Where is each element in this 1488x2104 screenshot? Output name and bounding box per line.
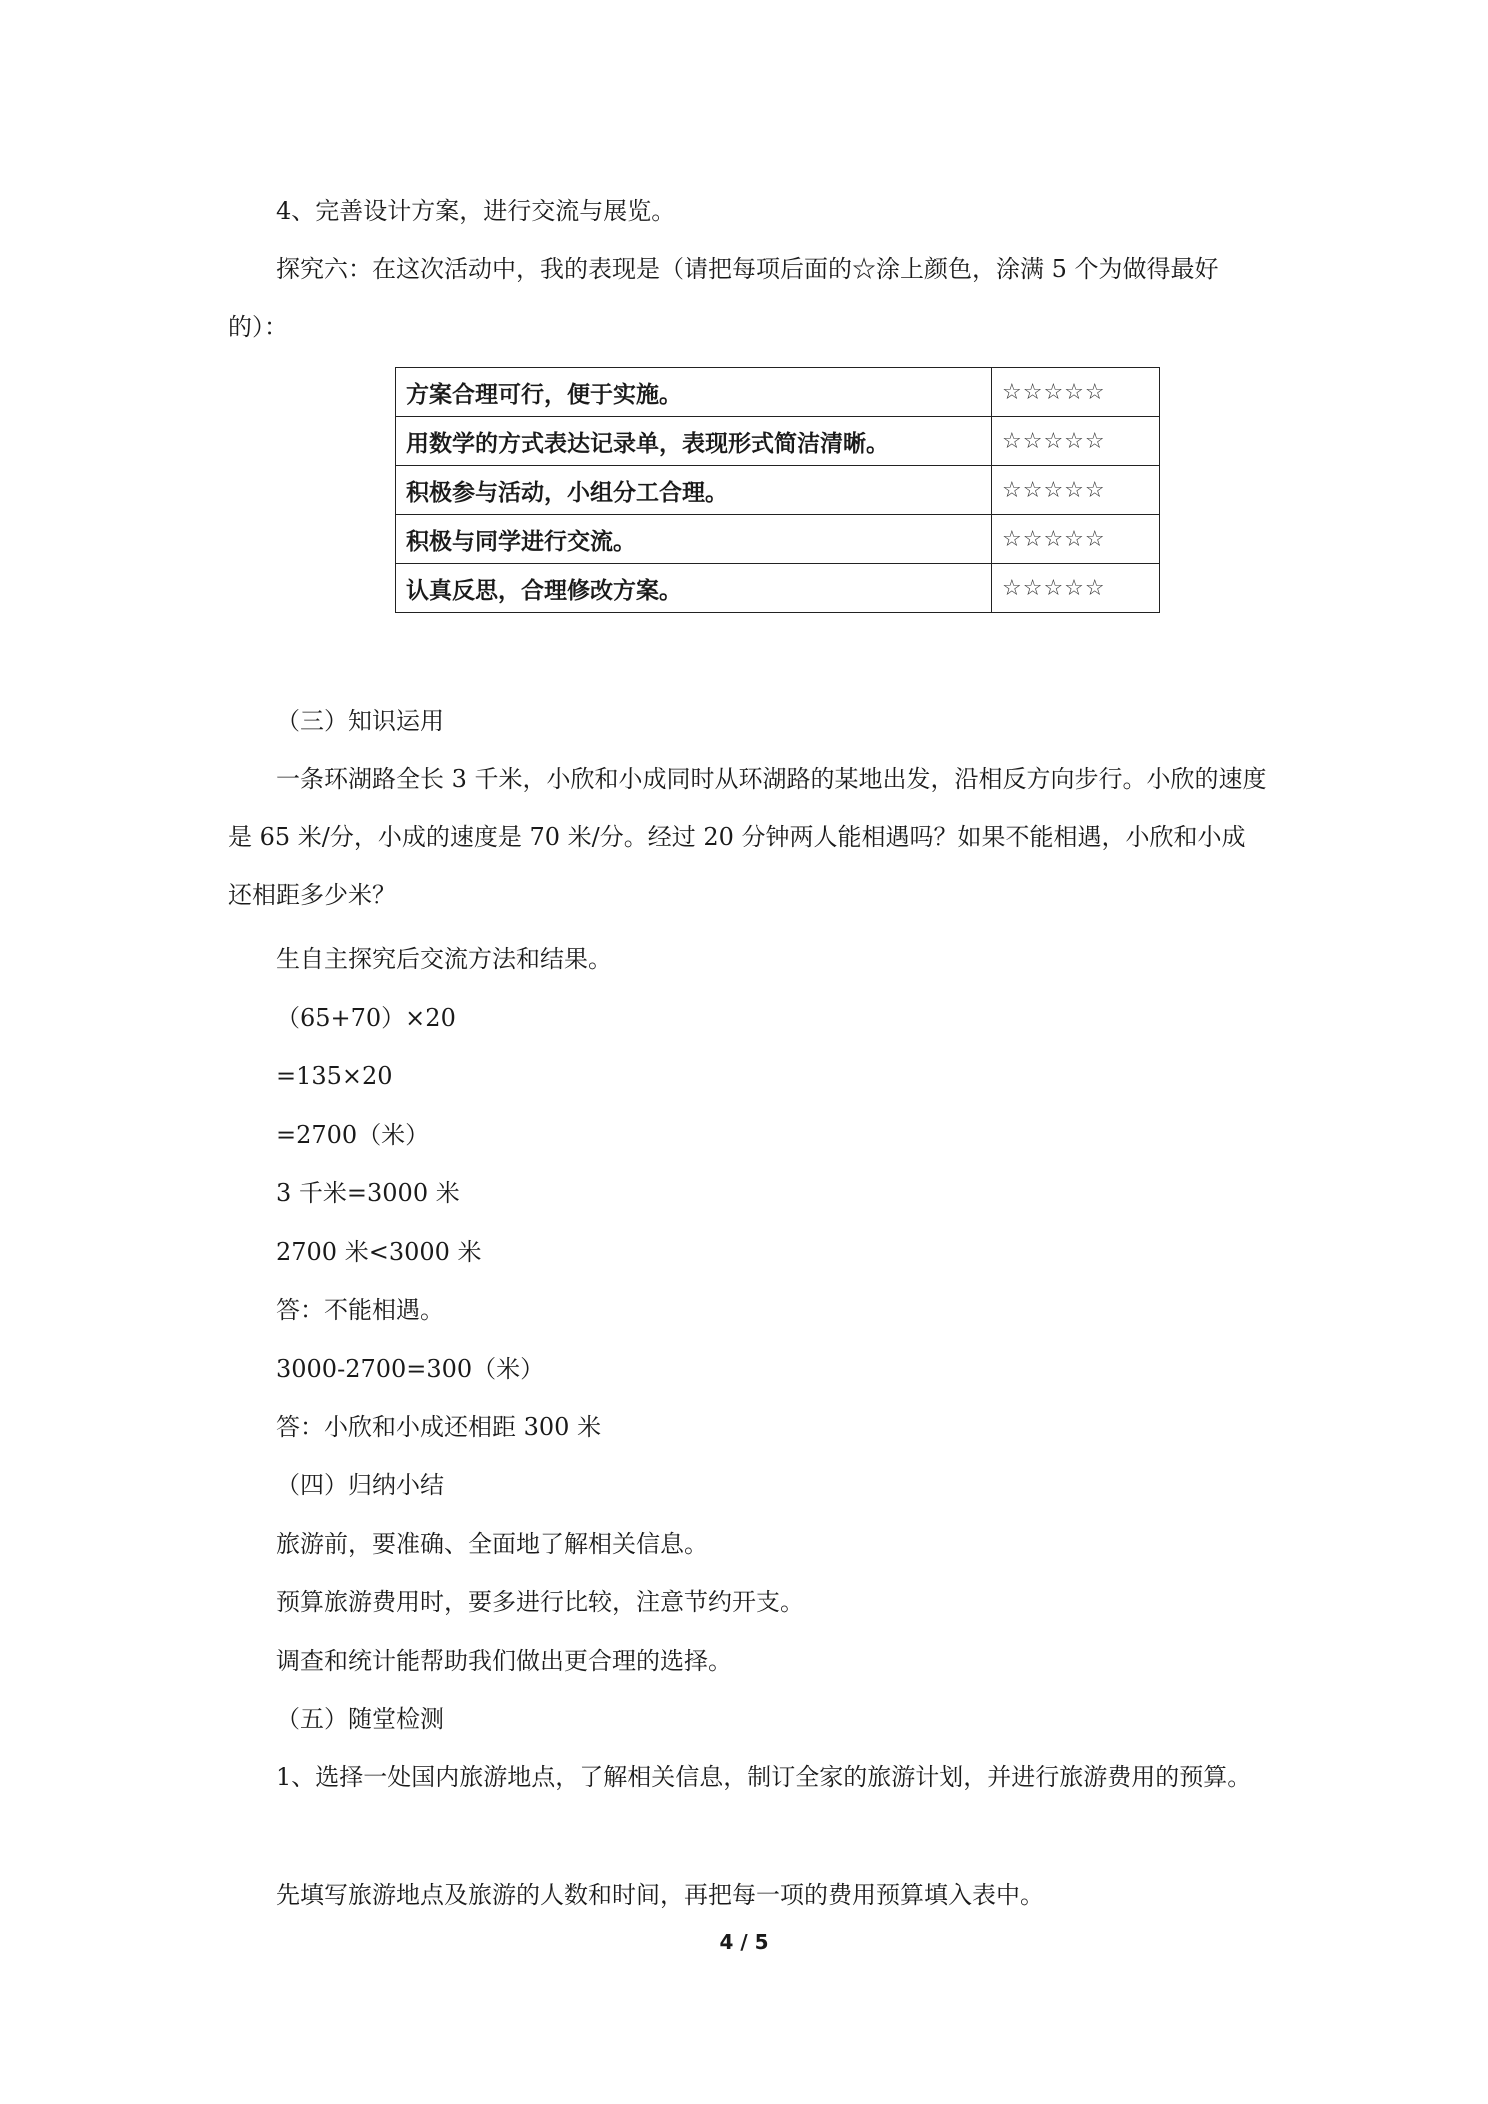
calc-line-1: （65+70）×20 xyxy=(276,1004,456,1032)
criterion-cell: 积极与同学进行交流。 xyxy=(396,515,992,564)
table-row xyxy=(396,466,1160,515)
star-rating-cell[interactable]: ☆☆☆☆☆ xyxy=(992,368,1160,417)
explore-six-paragraph: 探究六：在这次活动中，我的表现是（请把每项后面的☆涂上颜色，涂满 5 个为做得最好的）： xyxy=(228,255,1219,341)
table-row xyxy=(396,368,1160,417)
section-check-heading: （五）随堂检测 xyxy=(276,1705,444,1733)
summary-line-3: 调查和统计能帮助我们做出更合理的选择。 xyxy=(276,1647,732,1675)
summary-line-2: 预算旅游费用时，要多进行比较，注意节约开支。 xyxy=(276,1588,804,1616)
line-complete-design: 4、完善设计方案，进行交流与展览。 xyxy=(276,197,676,225)
star-rating-cell[interactable]: ☆☆☆☆☆ xyxy=(992,564,1160,613)
calc-line-6: 3000-2700=300（米） xyxy=(276,1355,545,1383)
criterion-cell: 方案合理可行，便于实施。 xyxy=(396,368,992,417)
star-rating-cell[interactable]: ☆☆☆☆☆ xyxy=(992,515,1160,564)
summary-line-1: 旅游前，要准确、全面地了解相关信息。 xyxy=(276,1530,708,1558)
word-problem-paragraph: 一条环湖路全长 3 千米，小欣和小成同时从环湖路的某地出发，沿相反方向步行。小欣的速度是 65 米/分，小成的速度是 70 米/分。经过 20 分钟两人能相遇吗？如果不能相遇，小欣和小成还相距多少米？ xyxy=(228,765,1267,909)
criterion-cell: 积极参与活动，小组分工合理。 xyxy=(396,466,992,515)
section-knowledge-heading: （三）知识运用 xyxy=(276,707,444,735)
table-row xyxy=(396,515,1160,564)
calc-line-4: 3 千米=3000 米 xyxy=(276,1179,460,1207)
answer-line-2: 答：小欣和小成还相距 300 米 xyxy=(276,1413,602,1441)
criterion-cell: 用数学的方式表达记录单，表现形式简洁清晰。 xyxy=(396,417,992,466)
self-evaluation-table xyxy=(395,367,1160,613)
check-instruction-line: 先填写旅游地点及旅游的人数和时间，再把每一项的费用预算填入表中。 xyxy=(276,1881,1044,1909)
page-number: 4 / 5 xyxy=(719,1930,769,1954)
calc-line-3: =2700（米） xyxy=(276,1121,430,1149)
check-task-paragraph: 1、选择一处国内旅游地点，了解相关信息，制订全家的旅游计划，并进行旅游费用的预算。 xyxy=(276,1763,1252,1791)
line-student-explore: 生自主探究后交流方法和结果。 xyxy=(276,945,612,973)
criterion-cell: 认真反思，合理修改方案。 xyxy=(396,564,992,613)
calc-line-2: =135×20 xyxy=(276,1062,393,1090)
table-row xyxy=(396,564,1160,613)
star-rating-cell[interactable]: ☆☆☆☆☆ xyxy=(992,417,1160,466)
star-rating-cell[interactable]: ☆☆☆☆☆ xyxy=(992,466,1160,515)
section-summary-heading: （四）归纳小结 xyxy=(276,1471,444,1499)
answer-line-1: 答：不能相遇。 xyxy=(276,1296,444,1324)
table-row xyxy=(396,417,1160,466)
calc-line-5: 2700 米<3000 米 xyxy=(276,1238,482,1266)
